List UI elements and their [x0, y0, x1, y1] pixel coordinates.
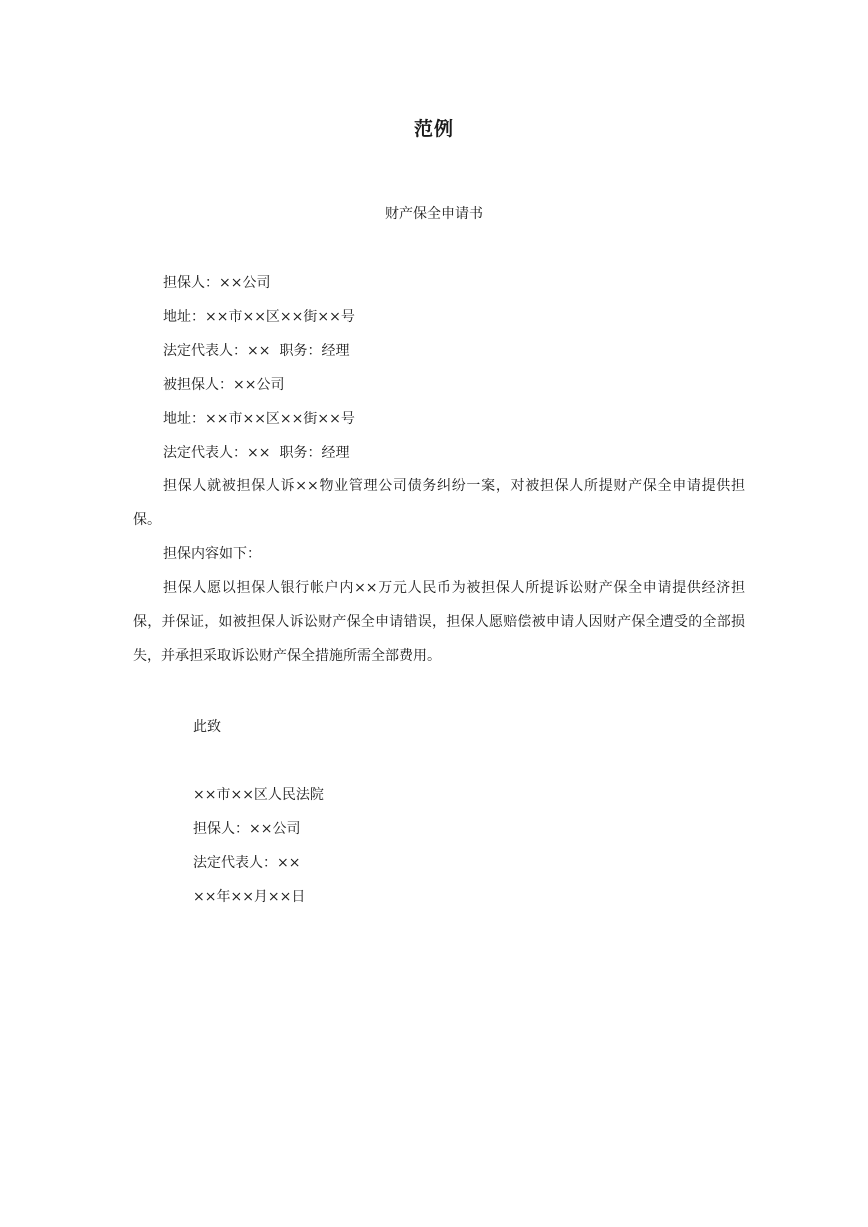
guaranteed-party-position: 职务：经理: [279, 445, 350, 461]
guarantor-representative: 法定代表人：××: [163, 343, 271, 359]
guaranteed-party-representative: 法定代表人：××: [163, 445, 271, 461]
page-heading: 范例: [413, 118, 454, 140]
guarantor-name: 担保人：××公司: [163, 275, 271, 291]
body-paragraph-3: 担保人愿以担保人银行帐户内××万元人民币为被担保人所提诉讼财产保全申请提供经济担保，并保证，如被担保人诉讼财产保全申请错误，担保人愿赔偿被申请人因财产保全遭受的全部损失，并承担采取诉讼财产保全措施所需全部费用。: [133, 580, 745, 664]
closing-date: ××年××月××日: [193, 889, 306, 905]
closing-signatory: 担保人：××公司: [193, 821, 301, 837]
document-title: 财产保全申请书: [385, 206, 483, 222]
closing-recipient: ××市××区人民法院: [193, 787, 324, 803]
guarantor-representative-line: [163, 340, 349, 360]
guaranteed-party-representative-line: [163, 442, 349, 462]
guaranteed-party-name: 被担保人：××公司: [163, 377, 285, 393]
closing-signatory-representative: 法定代表人：××: [193, 855, 301, 871]
guarantor-position: 职务：经理: [279, 343, 350, 359]
body-paragraph-2: 担保内容如下：: [163, 546, 261, 562]
guarantor-address: 地址：××市××区××街××号: [163, 309, 355, 325]
body-paragraph-1: 担保人就被担保人诉××物业管理公司债务纠纷一案，对被担保人所提财产保全申请提供担保。: [133, 478, 745, 528]
guaranteed-party-address: 地址：××市××区××街××号: [163, 411, 355, 427]
closing-salutation: 此致: [193, 719, 221, 735]
